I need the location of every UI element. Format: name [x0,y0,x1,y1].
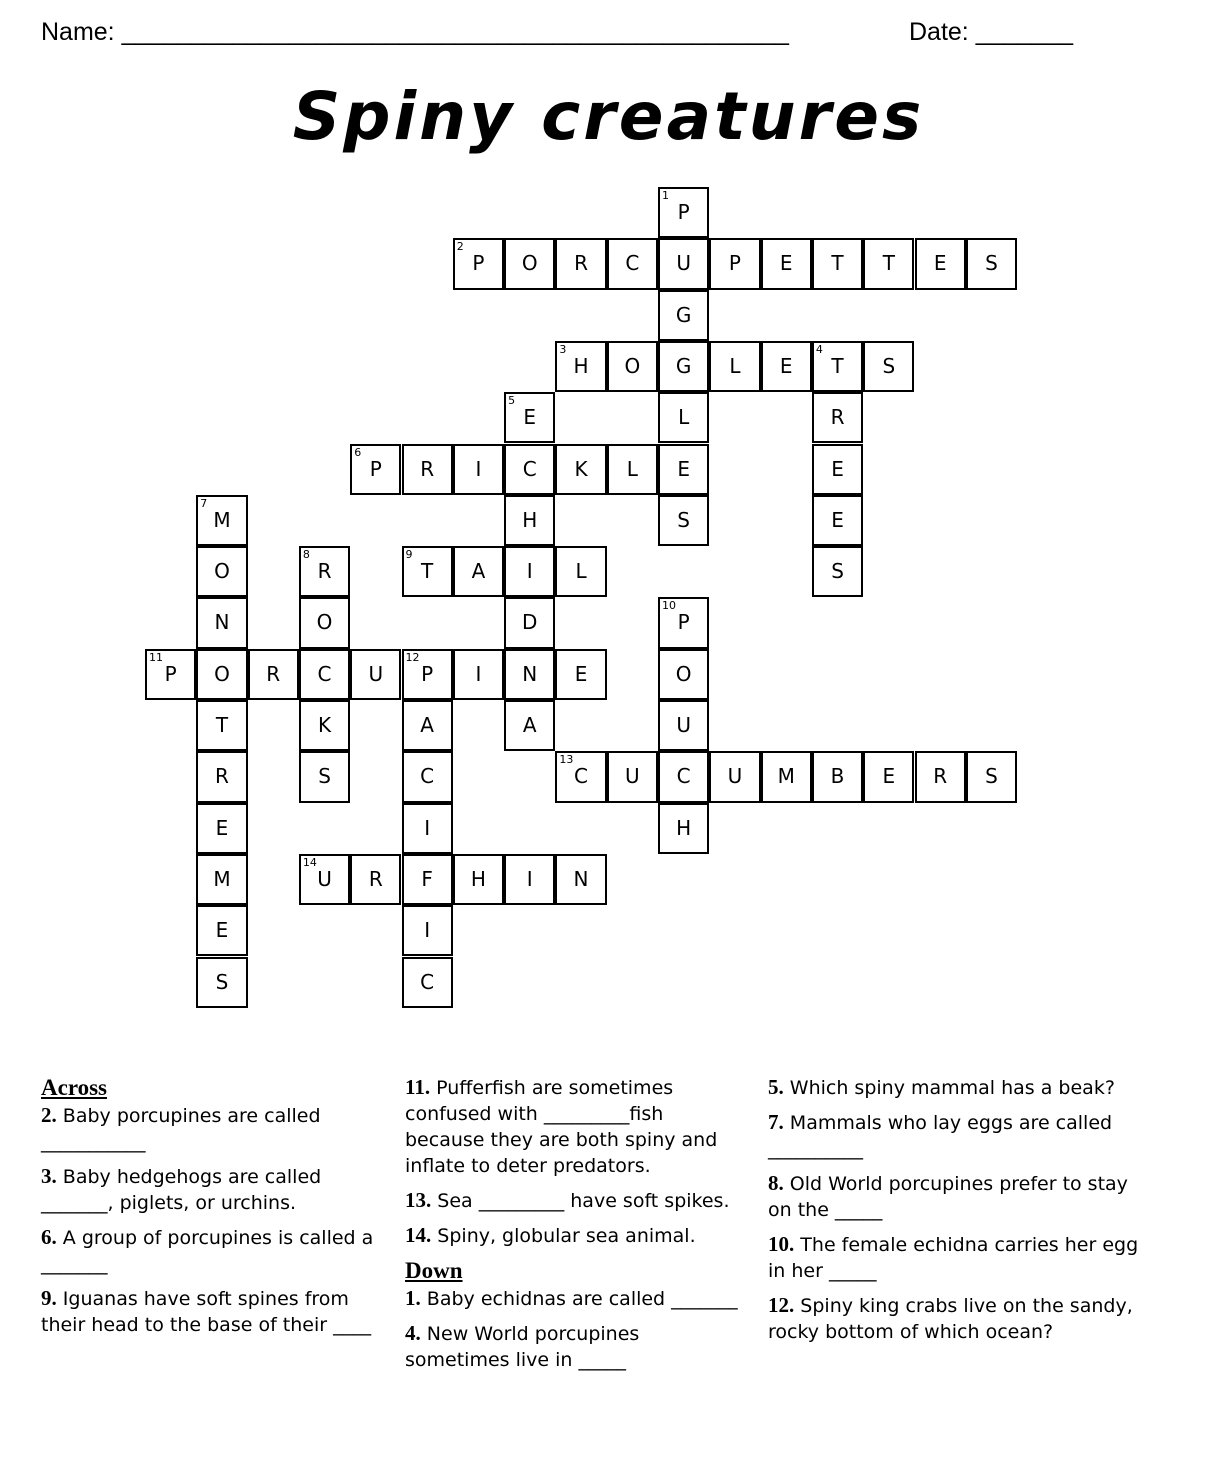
grid-cell [504,392,555,443]
cell-letter: O [675,661,692,686]
grid-cell [504,495,555,546]
clue-across-2: 2. Baby porcupines are called ___________ [41,1103,321,1153]
grid-cell [299,597,350,648]
clue-across-6: 6. A group of porcupines is called a _______ [41,1225,374,1275]
grid-cell [658,290,709,341]
grid-cell [555,649,606,700]
cell-letter: K [574,456,588,481]
grid-cell [402,803,453,854]
grid-cell [607,751,658,802]
grid-cell [915,751,966,802]
grid-cell [863,341,914,392]
cell-letter: G [675,302,692,327]
grid-cell [402,649,453,700]
cell-letter: R [368,866,383,891]
cell-letter: T [831,353,844,378]
grid-cell [299,700,350,751]
cell-letter: L [626,456,638,481]
page-title: Spiny creatures [292,78,925,155]
cell-letter: T [215,713,229,737]
grid-cell [299,546,350,597]
cell-letter: T [421,559,434,584]
grid-cell [709,238,760,289]
cell-letter: S [215,969,229,994]
cell-letter: R [574,251,588,276]
grid-cell [402,546,453,597]
clue-down-7: 7. Mammals who lay eggs are called __________ [768,1110,1113,1160]
grid-cell [196,495,247,546]
cell-letter: P [677,200,690,224]
grid-cell [504,700,555,751]
grid-cell [196,649,247,700]
cell-letter: P [677,610,690,635]
cell-letter: C [420,969,435,994]
clue-number: 7 [200,496,208,510]
cell-letter: U [625,764,640,789]
clue-number: 10 [662,599,676,613]
cell-letter: U [368,661,384,686]
grid-cell [196,957,247,1008]
clue-down-4: 4. New World porcupines sometimes live in _____ [405,1321,640,1371]
grid-cell [658,495,709,546]
cell-letter: I [424,815,431,840]
clue-across-9: 9. Iguanas have soft spines from their head to the base of their ____ [41,1286,372,1336]
grid-cell [863,238,914,289]
clue-down-10: 10. The female echidna carries her egg in her _____ [768,1232,1139,1282]
grid-cell [350,854,401,905]
grid-cell [555,546,606,597]
cell-letter: R [317,559,332,584]
grid-cell [402,854,453,905]
cell-letter: C [522,456,537,481]
grid-cell [196,905,247,956]
grid-cell [453,546,504,597]
cell-letter: N [522,661,538,686]
grid-cell [504,444,555,495]
cell-letter: H [470,866,486,891]
grid-cell [350,649,401,700]
grid-cell [555,341,606,392]
clues-column-1 [41,1074,376,1346]
cell-letter: L [729,353,741,378]
grid-cell [812,392,863,443]
grid-cell [145,649,196,700]
cell-letter: M [213,866,231,891]
grid-cell [555,751,606,802]
grid-cell [658,649,709,700]
cell-letter: O [624,353,641,378]
grid-cell [299,854,350,905]
grid-cell [607,444,658,495]
grid-cell [555,854,606,905]
cell-letter: C [420,764,435,789]
cell-letter: E [882,764,896,789]
cell-letter: H [522,507,538,532]
clue-number: 13 [559,753,574,767]
name-field-label: Name: ________________________________________________ [41,18,789,46]
grid-cell [555,238,606,289]
grid-cell [402,751,453,802]
grid-cell [504,597,555,648]
clue-number: 1 [662,189,669,202]
cell-letter: T [831,251,844,276]
cell-letter: F [421,866,433,891]
cell-letter: S [985,764,998,789]
grid-cell [915,238,966,289]
grid-cell [658,751,709,802]
clue-down-5: 5. Which spiny mammal has a beak? [768,1075,1115,1099]
clue-number: 3 [559,342,567,356]
cell-letter: E [523,405,537,430]
clue-down-1: 1. Baby echidnas are called _______ [405,1286,738,1310]
grid-cell [966,238,1017,289]
cell-letter: I [475,661,482,686]
grid-cell [299,649,350,700]
grid-cell [196,546,247,597]
clue-number: 9 [405,548,413,562]
cell-letter: P [472,251,485,276]
grid-cell [350,444,401,495]
clue-down-8: 8. Old World porcupines prefer to stay on the _____ [768,1171,1128,1221]
cell-letter: I [526,866,533,891]
grid-cell [453,238,504,289]
date-field-label: Date: _______ [909,18,1074,46]
grid-cell [504,649,555,700]
grid-cell [299,751,350,802]
grid-cell [761,341,812,392]
cell-letter: C [574,764,589,789]
cell-letter: E [215,918,229,943]
cell-letter: L [575,559,587,584]
grid-cell [196,700,247,751]
cell-letter: S [985,251,998,276]
down-heading: Down [405,1258,463,1283]
cell-letter: B [830,764,845,789]
grid-cell [812,444,863,495]
cell-letter: P [164,661,177,686]
cell-letter: S [831,559,844,584]
grid-cell [761,751,812,802]
grid-cell [402,700,453,751]
across-heading: Across [41,1075,108,1100]
grid-cell [248,649,299,700]
clue-number: 6 [354,445,362,459]
grid-cell [658,392,709,443]
cell-letter: M [213,507,231,532]
cell-letter: R [214,764,229,789]
grid-cell [812,341,863,392]
cell-letter: O [214,559,230,584]
cell-letter: E [779,353,793,378]
grid-cell [196,803,247,854]
clues-column-3 [768,1074,1148,1353]
cell-letter: P [369,456,382,481]
cell-letter: E [677,456,690,481]
cell-letter: E [574,661,588,686]
cell-letter: C [676,764,691,789]
cell-letter: N [214,610,230,635]
cell-letter: A [522,713,537,737]
grid-cell [555,444,606,495]
clues-column-2 [405,1074,745,1381]
clue-number: 2 [456,240,464,254]
grid-cell [761,238,812,289]
grid-cell [504,854,555,905]
cell-letter: R [933,764,948,789]
cell-letter: E [933,251,947,276]
clue-number: 12 [405,650,420,664]
clue-number: 5 [508,394,516,408]
grid-cell [196,854,247,905]
cell-letter: D [522,610,538,635]
cell-letter: R [266,661,281,686]
cell-letter: P [728,251,741,276]
grid-cell [658,187,709,238]
grid-cell [863,751,914,802]
cell-letter: R [830,405,845,430]
clue-across-3: 3. Baby hedgehogs are called _______, piglets, or urchins. [41,1164,322,1214]
grid-cell [709,751,760,802]
cell-letter: H [573,353,589,378]
grid-cell [658,700,709,751]
grid-cell [812,238,863,289]
cell-letter: G [675,353,692,378]
grid-cell [658,238,709,289]
grid-cell [402,905,453,956]
grid-cell [453,649,504,700]
clue-number: 11 [149,650,163,664]
grid-cell [402,957,453,1008]
grid-cell [196,751,247,802]
cell-letter: T [882,251,895,276]
grid-cell [607,238,658,289]
cell-letter: A [420,713,434,737]
cell-letter: H [676,815,692,840]
grid-cell [658,444,709,495]
cell-letter: O [214,661,230,686]
grid-cell [658,341,709,392]
cell-letter: O [316,610,333,635]
cell-letter: N [573,866,589,891]
grid-cell [453,444,504,495]
cell-letter: S [318,764,331,789]
cell-letter: L [678,405,690,430]
clue-number: 4 [815,342,823,356]
clue-across-13: 13. Sea _________ have soft spikes. [405,1188,730,1212]
cell-letter: S [677,507,690,532]
clue-across-14: 14. Spiny, globular sea animal. [405,1223,696,1247]
cell-letter: C [625,251,640,276]
grid-cell [658,597,709,648]
cell-letter: C [317,661,332,686]
grid-cell [812,495,863,546]
grid-cell [966,751,1017,802]
cell-letter: K [317,713,332,737]
cell-letter: I [526,559,533,584]
grid-cell [504,238,555,289]
cell-letter: S [882,353,896,378]
cell-letter: E [215,815,229,840]
cell-letter: U [676,713,691,737]
clue-across-11: 11. Pufferfish are sometimes confused with _________fish because they are both spiny and inflate to deter predators. [405,1075,718,1177]
cell-letter: U [727,764,743,789]
cell-letter: U [317,866,332,891]
grid-cell [504,546,555,597]
grid-cell [812,751,863,802]
cell-letter: I [424,918,431,943]
grid-cell [453,854,504,905]
cell-letter: E [831,507,844,532]
clue-number: 14 [302,855,317,869]
cell-letter: P [421,661,434,686]
cell-letter: A [471,559,486,584]
clue-number: 8 [302,548,310,562]
grid-cell [812,546,863,597]
cell-letter: I [475,456,482,481]
grid-cell [658,803,709,854]
grid-cell [402,444,453,495]
cell-letter: O [521,251,538,276]
clue-down-12: 12. Spiny king crabs live on the sandy, rocky bottom of which ocean? [768,1293,1133,1343]
cell-letter: R [420,456,435,481]
cell-letter: E [779,251,793,276]
cell-letter: M [777,764,795,789]
cell-letter: E [831,456,844,481]
grid-cell [607,341,658,392]
grid-cell [196,597,247,648]
grid-cell [709,341,760,392]
cell-letter: U [676,251,691,276]
